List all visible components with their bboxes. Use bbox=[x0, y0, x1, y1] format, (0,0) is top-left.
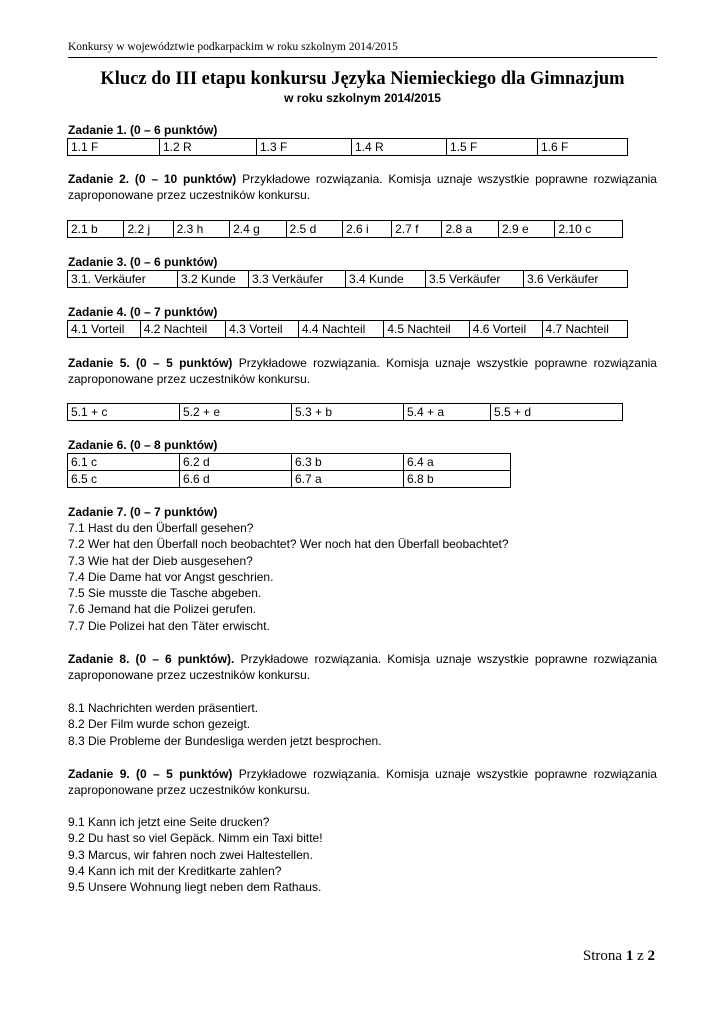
answer-cell: 2.7 f bbox=[392, 221, 442, 238]
list-item: 7.2 Wer hat den Überfall noch beobachtet? Wer noch hat den Überfall beobachtet? bbox=[68, 537, 509, 552]
answer-cell: 2.5 d bbox=[286, 221, 342, 238]
answer-cell: 3.2 Kunde bbox=[178, 271, 249, 288]
answer-cell: 6.1 c bbox=[68, 454, 180, 471]
answer-cell: 2.9 e bbox=[498, 221, 554, 238]
page-title: Klucz do III etapu konkursu Języka Niemieckiego dla Gimnazjum bbox=[100, 69, 625, 89]
answer-cell: 2.4 g bbox=[230, 221, 286, 238]
list-item: 7.5 Sie musste die Tasche abgeben. bbox=[68, 586, 262, 601]
task-4-table bbox=[67, 320, 628, 338]
answer-cell: 1.2 R bbox=[160, 139, 257, 156]
task-1-table bbox=[67, 138, 628, 156]
page-subtitle: w roku szkolnym 2014/2015 bbox=[284, 91, 441, 105]
answer-cell: 1.1 F bbox=[68, 139, 160, 156]
answer-cell: 5.2 + e bbox=[180, 404, 292, 421]
answer-cell: 5.3 + b bbox=[292, 404, 404, 421]
answer-cell: 4.7 Nachteil bbox=[542, 321, 627, 338]
answer-cell: 6.4 a bbox=[404, 454, 511, 471]
task-5-heading: Zadanie 5. (0 – 5 punktów) Przykładowe rozwiązania. Komisja uznaje wszystkie poprawne rozwiązania zaproponowane przez uczestników konkursu. bbox=[68, 356, 657, 386]
answer-cell: 3.4 Kunde bbox=[346, 271, 426, 288]
task-8-answers bbox=[68, 700, 657, 749]
list-item: 8.2 Der Film wurde schon gezeigt. bbox=[68, 717, 251, 732]
answer-cell: 1.5 F bbox=[447, 139, 538, 156]
task-9-note: Przykładowe rozwiązania. Komisja uznaje wszystkie poprawne rozwiązania zaproponowane przez uczestników konkursu. bbox=[68, 767, 657, 797]
list-item: 9.5 Unsere Wohnung liegt neben dem Rathaus. bbox=[68, 880, 322, 895]
task-2-heading: Zadanie 2. (0 – 10 punktów) Przykładowe rozwiązania. Komisja uznaje wszystkie poprawne rozwiązania zaproponowane przez uczestników konkursu. bbox=[68, 172, 657, 202]
task-4-heading: Zadanie 4. (0 – 7 punktów) bbox=[68, 305, 218, 319]
task-6-heading: Zadanie 6. (0 – 8 punktów) bbox=[68, 438, 218, 452]
answer-cell: 5.1 + c bbox=[68, 404, 180, 421]
list-item: 9.2 Du hast so viel Gepäck. Nimm ein Taxi bitte! bbox=[68, 831, 323, 846]
task-7-answers bbox=[68, 520, 657, 634]
task-8-note: Przykładowe rozwiązania. Komisja uznaje wszystkie poprawne rozwiązania zaproponowane przez uczestników konkursu. bbox=[68, 652, 657, 682]
task-2-note: Przykładowe rozwiązania. Komisja uznaje wszystkie poprawne rozwiązania zaproponowane przez uczestników konkursu. bbox=[68, 172, 657, 202]
answer-cell: 2.6 i bbox=[343, 221, 392, 238]
list-item: 8.1 Nachrichten werden präsentiert. bbox=[68, 701, 259, 715]
list-item: 7.6 Jemand hat die Polizei gerufen. bbox=[68, 602, 257, 617]
answer-cell: 6.2 d bbox=[180, 454, 292, 471]
task-5-note: Przykładowe rozwiązania. Komisja uznaje wszystkie poprawne rozwiązania zaproponowane przez uczestników konkursu. bbox=[68, 356, 657, 386]
answer-cell: 6.7 a bbox=[292, 471, 404, 488]
list-item: 7.7 Die Polizei hat den Täter erwischt. bbox=[68, 618, 270, 633]
task-5-table bbox=[67, 403, 623, 421]
list-item: 9.4 Kann ich mit der Kreditkarte zahlen? bbox=[68, 863, 282, 878]
answer-cell: 3.5 Verkäufer bbox=[426, 271, 524, 288]
list-item: 8.3 Die Probleme der Bundesliga werden jetzt besprochen. bbox=[68, 733, 382, 748]
answer-cell: 4.6 Vorteil bbox=[469, 321, 542, 338]
task-3-heading: Zadanie 3. (0 – 6 punktów) bbox=[68, 255, 218, 269]
answer-cell: 1.3 F bbox=[257, 139, 352, 156]
task-1-heading: Zadanie 1. (0 – 6 punktów) bbox=[68, 123, 218, 137]
answer-cell: 1.6 F bbox=[538, 139, 628, 156]
running-header: Konkursy w województwie podkarpackim w roku szkolnym 2014/2015 bbox=[68, 41, 398, 53]
answer-cell: 1.4 R bbox=[352, 139, 447, 156]
page-number: Strona 1 z 2 bbox=[582, 948, 655, 964]
list-item: 7.3 Wie hat der Dieb ausgesehen? bbox=[68, 553, 253, 568]
task-9-answers bbox=[68, 814, 657, 895]
answer-cell: 4.1 Vorteil bbox=[68, 321, 141, 338]
answer-cell: 3.1. Verkäufer bbox=[68, 271, 178, 288]
answer-cell: 2.8 a bbox=[442, 221, 498, 238]
answer-cell: 4.3 Vorteil bbox=[226, 321, 299, 338]
answer-cell: 3.3 Verkäufer bbox=[249, 271, 346, 288]
answer-cell: 3.6 Verkäufer bbox=[524, 271, 628, 288]
list-item: 7.1 Hast du den Überfall gesehen? bbox=[68, 521, 254, 535]
answer-cell: 5.5 + d bbox=[491, 404, 623, 421]
list-item: 7.4 Die Dame hat vor Angst geschrien. bbox=[68, 569, 274, 584]
task-8-heading: Zadanie 8. (0 – 6 punktów). Przykładowe rozwiązania. Komisja uznaje wszystkie poprawne rozwiązania zaproponowane przez uczestników konkursu. bbox=[68, 652, 657, 682]
answer-cell: 2.3 h bbox=[173, 221, 229, 238]
task-7-heading: Zadanie 7. (0 – 7 punktów) bbox=[68, 505, 218, 519]
task-3-table bbox=[67, 270, 628, 288]
task-9-heading: Zadanie 9. (0 – 5 punktów) Przykładowe rozwiązania. Komisja uznaje wszystkie poprawne rozwiązania zaproponowane przez uczestników konkursu. bbox=[68, 767, 657, 797]
list-item: 9.1 Kann ich jetzt eine Seite drucken? bbox=[68, 815, 270, 829]
list-item: 9.3 Marcus, wir fahren noch zwei Haltestellen. bbox=[68, 847, 313, 862]
answer-cell: 6.6 d bbox=[180, 471, 292, 488]
answer-cell: 5.4 + a bbox=[404, 404, 491, 421]
header-rule bbox=[68, 57, 657, 58]
answer-cell: 2.1 b bbox=[68, 221, 124, 238]
answer-cell: 2.10 c bbox=[555, 221, 623, 238]
task-2-table bbox=[67, 220, 623, 238]
answer-cell: 6.5 c bbox=[68, 471, 180, 488]
answer-cell: 2.2 j bbox=[124, 221, 173, 238]
task-6-table bbox=[67, 453, 511, 488]
answer-cell: 4.4 Nachteil bbox=[298, 321, 383, 338]
answer-cell: 6.8 b bbox=[404, 471, 511, 488]
answer-cell: 4.5 Nachteil bbox=[384, 321, 469, 338]
answer-cell: 4.2 Nachteil bbox=[140, 321, 225, 338]
answer-cell: 6.3 b bbox=[292, 454, 404, 471]
